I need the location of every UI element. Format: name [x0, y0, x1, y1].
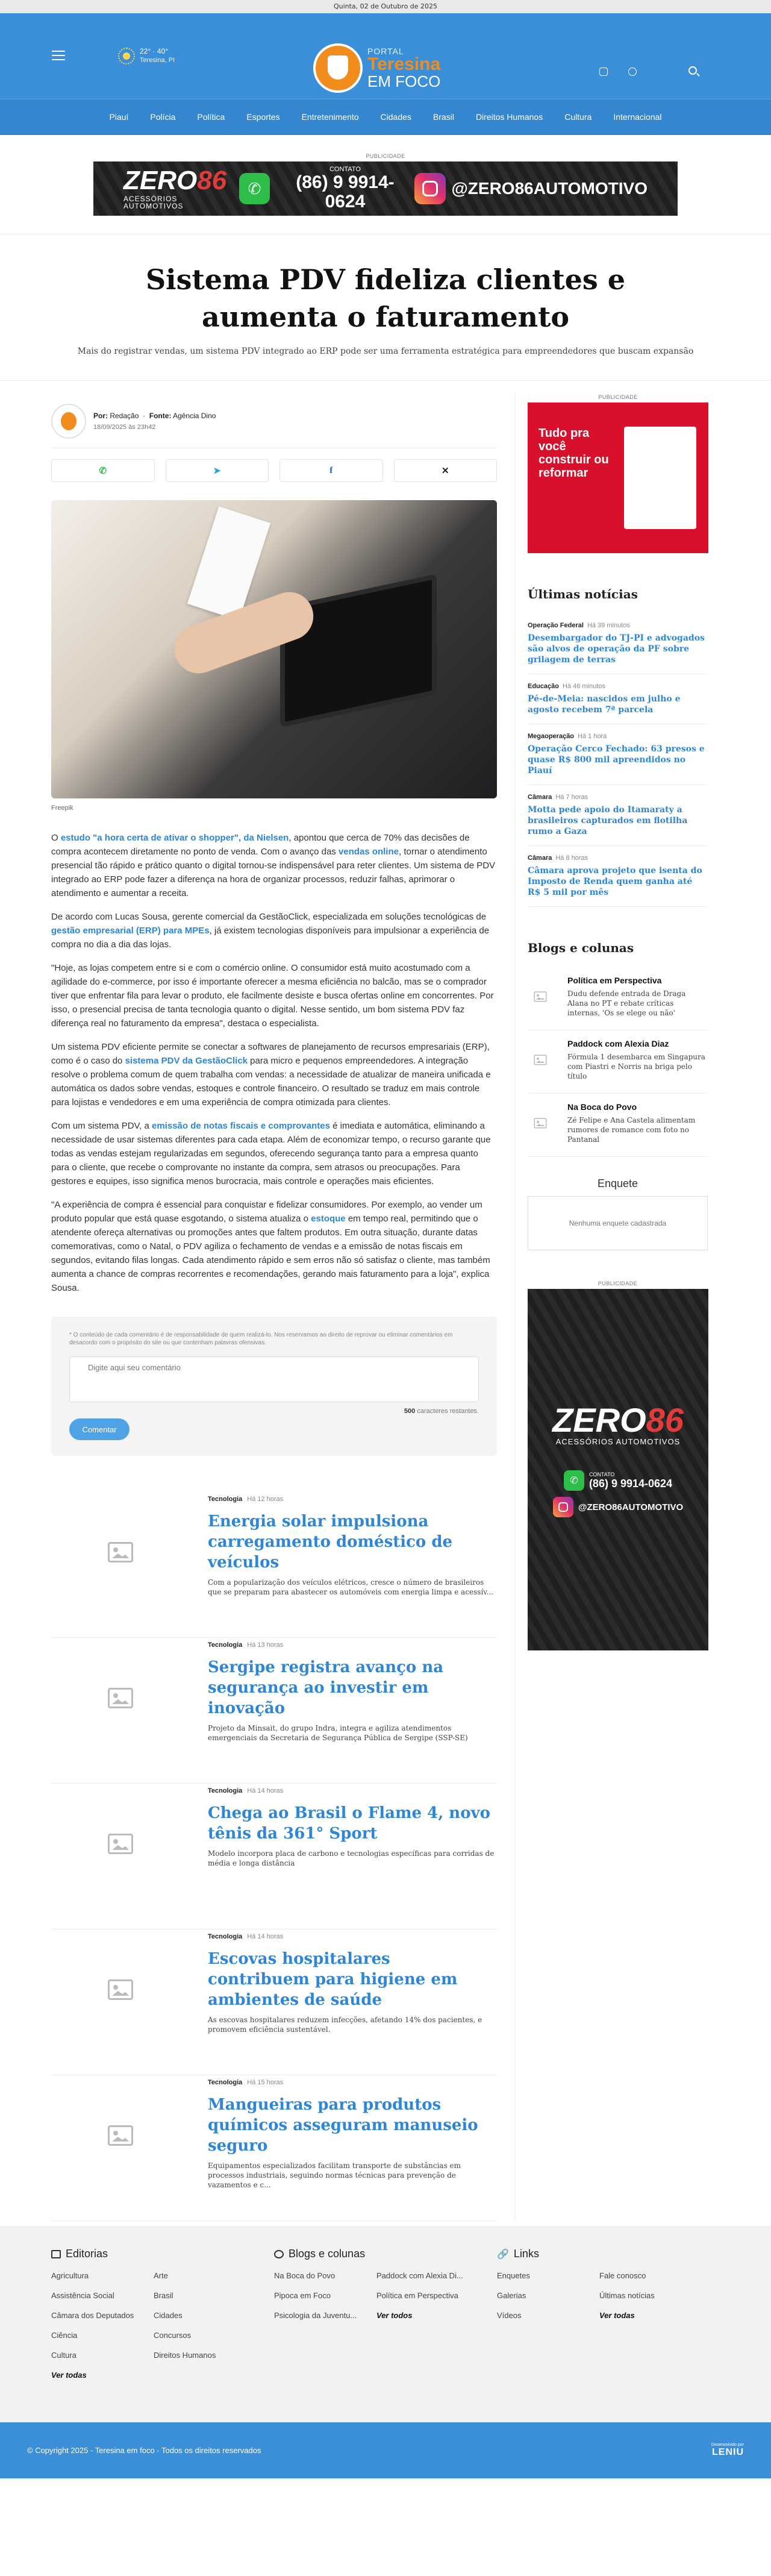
blogs-list	[528, 967, 708, 1157]
site-footer	[0, 2226, 771, 2478]
related-summary: Projeto da Minsait, do grupo Indra, integra e agiliza atendimentos emergenciais da Secretaria de Segurança Pública de Sergipe (SSP-SE)	[208, 1724, 468, 1742]
submit-comment-button[interactable]: Comentar	[69, 1418, 130, 1440]
footer-link[interactable]: Assistência Social	[51, 2291, 114, 2300]
share-bar	[51, 459, 497, 482]
sidebar-ad-banner[interactable]	[528, 403, 708, 553]
footer-link[interactable]: Galerias	[497, 2291, 526, 2300]
nav-item[interactable]: Piauí	[109, 112, 129, 122]
inline-link[interactable]: vendas online	[338, 847, 399, 857]
footer-link[interactable]: Arte	[154, 2271, 168, 2280]
blog-item[interactable]: Paddock com Alexia Diaz Fórmula 1 desembarca em Singapura com Piastri e Norris na briga pelo título	[528, 1030, 708, 1094]
copyright-bar	[0, 2422, 771, 2478]
logo-portal: PORTAL	[367, 46, 404, 56]
see-all-link[interactable]: Ver todos	[376, 2311, 413, 2320]
paragraph: Com um sistema PDV, a emissão de notas fiscais e comprovantes é imediata e automática, eliminando a necessidade de usar sistemas diferentes para cada etapa. Além de economizar tempo, o recurso garante que todas as vendas estejam regularizadas em segundos, oferecendo segurança tanto para a empresa quanto para o cliente, que recebe o comprovante no instante da compra, sem atrasos ou preocupações. Para gestores e equipes, isso significa menos burocracia, mais controle e operações mais eficientes.	[51, 1121, 491, 1186]
footer-link[interactable]: Fale conosco	[599, 2271, 646, 2280]
instagram-icon	[414, 173, 446, 204]
sidebar-ad-2-banner[interactable]: ZERO86 ACESSÓRIOS AUTOMOTIVOS ✆ CONTATO (86) 9 9914-0624 @ZERO86AUTOMOTIVO	[528, 1289, 708, 1650]
avatar	[51, 404, 86, 439]
instagram-icon	[553, 1497, 573, 1517]
footer-blogs-heading: Blogs e colunas	[289, 2248, 366, 2260]
related-title[interactable]: Chega ao Brasil o Flame 4, novo tênis da 361° Sport	[208, 1804, 490, 1843]
poll-empty: Nenhuma enquete cadastrada	[528, 1196, 708, 1250]
comment-notice: * O conteúdo de cada comentário é de responsabilidade de quem realizá-lo. Nos reservamos ao direito de reprovar ou eliminar comentários em desacordo com o propósito do site ou que contenham palavras ofensivas.	[69, 1332, 453, 1346]
inline-link[interactable]: sistema PDV da GestãoClick	[125, 1056, 248, 1066]
article-subtitle: Mais do registrar vendas, um sistema PDV integrado ao ERP pode ser uma ferramenta estratégica para empreendedores que buscam expansão	[77, 346, 694, 356]
related-title[interactable]: Escovas hospitalares contribuem para higiene em ambientes de saúde	[208, 1950, 458, 2009]
logo-mark	[313, 43, 363, 93]
footer-link[interactable]: Cultura	[51, 2351, 76, 2360]
image-placeholder-icon	[534, 992, 547, 1002]
image-placeholder-icon	[108, 1542, 133, 1562]
latest-news-list	[528, 613, 708, 907]
image-placeholder-icon	[108, 1834, 133, 1854]
ad-label: PUBLICIDADE	[366, 153, 405, 159]
article-image	[51, 500, 497, 798]
latest-item[interactable]: Educação Há 46 minutos Pé-de-Meia: nascidos em julho e agosto recebem 7ª parcela	[528, 674, 708, 724]
main-nav	[0, 99, 771, 135]
inline-link[interactable]: estoque	[311, 1214, 346, 1224]
footer-link[interactable]: Na Boca do Povo	[274, 2271, 336, 2280]
footer-link[interactable]: Direitos Humanos	[154, 2351, 216, 2360]
see-all-link[interactable]: Ver todas	[599, 2311, 635, 2320]
comment-input[interactable]	[69, 1356, 479, 1402]
nav-item[interactable]: Cidades	[380, 112, 411, 122]
ad-brand: ZERO86 ACESSÓRIOS AUTOMOTIVOS	[123, 166, 227, 210]
photo-credit: Freepik	[51, 804, 73, 812]
related-summary: Com a popularização dos veículos elétricos, cresce o número de brasileiros que se preparam para abastecer os automóveis com energia limpa e acessív...	[208, 1578, 494, 1596]
instagram-icon[interactable]	[599, 67, 608, 76]
latest-item[interactable]: Câmara Há 8 horas Câmara aprova projeto que isenta do Imposto de Renda quem ganha até R$ 5 mil por mês	[528, 846, 708, 907]
related-item[interactable]: Tecnologia Há 15 horas Mangueiras para produtos químicos asseguram manuseio seguro Equipamentos especializados facilitam transporte de substâncias em processos industriais, seguindo normas técnicas para prevenção de vazamentos e c...	[51, 2075, 497, 2221]
footer-links-heading: Links	[513, 2248, 539, 2260]
footer-link[interactable]: Paddock com Alexia Di...	[376, 2271, 463, 2280]
related-summary: As escovas hospitalares reduzem infecções, afetando 14% dos pacientes, e promovem eficiência sustentável.	[208, 2016, 482, 2034]
nav-item[interactable]: Brasil	[432, 112, 454, 122]
telegram-icon: ➤	[213, 466, 221, 476]
image-placeholder-icon	[534, 1118, 547, 1129]
sidebar	[515, 394, 708, 2221]
nav-item[interactable]: Direitos Humanos	[475, 112, 543, 122]
site-logo[interactable]	[313, 43, 440, 93]
inline-link[interactable]: gestão empresarial (ERP) para MPEs	[51, 926, 210, 936]
whatsapp-icon: ✆	[99, 466, 107, 476]
blog-item[interactable]: Política em Perspectiva Dudu defende entrada de Draga Alana no PT e rebate críticas internas, 'Os se elege ou não'	[528, 967, 708, 1030]
logo-foco: EM FOCO	[367, 72, 441, 90]
byline: Por: Redação · Fonte: Agência Dino 18/09/2025 às 23h42	[51, 394, 497, 448]
paragraph: "Hoje, as lojas competem entre si e com o comércio online. O consumidor está muito acostumado com a agilidade do e-commerce, por isso é importante oferecer a mesma eficiência no balcão, mas se o comprador tiver que enfrentar fila para levar o produto, ele facilmente desiste e busca ofertas online em concorrentes. Por isso, o presencial precisa de tanta tecnologia quanto o digital. Nesse sentido, um bom sistema PDV faz diferença real no faturamento da empresa", destaca o especialista.	[51, 963, 494, 1029]
related-item[interactable]: Tecnologia Há 12 horas Energia solar impulsiona carregamento doméstico de veículos Com a popularização dos veículos elétricos, cresce o número de brasileiros que se preparam para abastecer os automóveis com energia limpa e acessív...	[51, 1492, 497, 1638]
sidebar-ad-2: PUBLICIDADE ZERO86 ACESSÓRIOS AUTOMOTIVOS ✆ CONTATO (86) 9 9914-0624 @ZERO86AUTOMOTIVO	[528, 1280, 708, 1650]
footer-link[interactable]: Cidades	[154, 2311, 183, 2320]
whatsapp-icon: ✆	[564, 1470, 584, 1491]
footer-link[interactable]: Vídeos	[497, 2311, 522, 2320]
article-title: Sistema PDV fideliza clientes e aumenta o faturamento	[145, 263, 626, 333]
search-icon[interactable]	[688, 66, 697, 75]
paragraph: "A experiência de compra é essencial para conquistar e fidelizar consumidores. Por exemplo, ao vender um produto popular que está quase esgotando, o sistema atualiza o estoque em tempo real, permitindo que o atendente ofereça alternativas ou promoções antes que faltem produtos. Em outra situação, durante datas comemorativas, como o Natal, o PDV agiliza o fechamento de vendas e a emissão de notas fiscais em segundos, evitando filas longas. Cada atendimento rápido e sem erros não só satisfaz o cliente, mas também aumenta a chance de compras recorrentes e recomendações, gerando mais faturamento para a loja", explica Sousa.	[51, 1200, 490, 1293]
related-item[interactable]: Tecnologia Há 13 horas Sergipe registra avanço na segurança ao investir em inovação Projeto da Minsait, do grupo Indra, integra e agiliza atendimentos emergenciais da Secretaria de Segurança Pública de Sergipe (SSP-SE)	[51, 1638, 497, 1784]
site-header	[0, 13, 771, 99]
article-date: 18/09/2025 às 23h42	[93, 423, 156, 431]
whatsapp-icon[interactable]	[628, 67, 637, 76]
date-bar: Quinta, 02 de Outubro de 2025	[0, 0, 771, 13]
copyright-text: © Copyright 2025 - Teresina em foco - Todos os direitos reservados	[27, 2446, 261, 2455]
poll-heading: Enquete	[597, 1177, 638, 1189]
nav-item[interactable]: Cultura	[564, 112, 592, 122]
paragraph: O estudo "a hora certa de ativar o shopper", da Nielsen, apontou que cerca de 70% das decisões de compra acontecem diretamente no ponto de venda. Com o avanço das vendas online, tornar o atendimento presencial tão rápido e prático quanto o digital tornou-se indispensável para reter clientes. Um sistema de PDV integrado ao ERP pode fazer a diferença na hora de organizar processos, reduzir falhas, aprimorar o atendimento e aumentar a receita.	[51, 833, 496, 898]
footer-link[interactable]: Pipoca em Foco	[274, 2291, 331, 2300]
latest-news-heading: Últimas notícias	[528, 587, 638, 601]
related-title[interactable]: Sergipe registra avanço na segurança ao investir em inovação	[208, 1658, 444, 1717]
related-news	[51, 1492, 497, 2221]
footer-editorias-heading: Editorias	[66, 2248, 108, 2260]
image-placeholder-icon	[108, 1688, 133, 1708]
share-whatsapp-button[interactable]	[51, 459, 155, 482]
see-all-link[interactable]: Ver todas	[51, 2371, 87, 2380]
related-title[interactable]: Energia solar impulsiona carregamento doméstico de veículos	[208, 1512, 453, 1572]
char-count: 500	[404, 1408, 416, 1415]
ad-instagram: @ZERO86AUTOMOTIVO	[451, 179, 648, 198]
nav-item[interactable]: Internacional	[613, 112, 662, 122]
image-placeholder-icon	[534, 1055, 547, 1065]
temp-min: 22	[140, 47, 148, 55]
whatsapp-icon: ✆	[239, 173, 270, 204]
latest-item[interactable]: Megaoperação Há 1 hora Operação Cerco Fechado: 63 presos e quase R$ 800 mil apreendidos no Piauí	[528, 724, 708, 785]
footer-link[interactable]: Agricultura	[51, 2271, 89, 2280]
sidebar-ad-text: Tudo pra você construir ou reformar	[538, 427, 609, 480]
sun-icon	[118, 48, 135, 64]
ad-phone: (86) 9 9914-0624	[296, 172, 395, 212]
footer-link[interactable]: Ciência	[51, 2331, 78, 2340]
weather-widget: 22° · 40° Teresina, PI	[118, 47, 175, 65]
author: Redação	[110, 411, 139, 420]
latest-item[interactable]: Operação Federal Há 39 minutos Desembargador do TJ-PI e advogados são alvos de operação da PF sobre grilagem de terras	[528, 613, 708, 674]
article-body	[51, 831, 497, 1295]
globe-icon	[274, 2250, 284, 2258]
weather-city: Teresina, PI	[140, 57, 175, 64]
paragraph: Um sistema PDV eficiente permite se conectar a softwares de planejamento de recursos empresariais (ERP), como é o caso do sistema PDV da GestãoClick para micro e pequenos empreendedores. A integração resolve o problema comum de quem trabalha com vendas: a necessidade de atualizar de maneira unificada e automática os dados sobre vendas, estoques e controle financeiro. O resultado se traduz em mais controle para lojistas e vendedores e em uma experiência de compra otimizada para clientes.	[51, 1042, 491, 1108]
facebook-icon: f	[329, 465, 333, 475]
image-placeholder-icon	[108, 2125, 133, 2146]
developer-logo[interactable]: Desenvolvido por LENIU	[711, 2443, 744, 2457]
inline-link[interactable]: emissão de notas fiscais e comprovantes	[152, 1121, 330, 1131]
related-summary: Modelo incorpora placa de carbono e tecnologias específicas para corridas de média e longa distância	[208, 1849, 495, 1867]
related-title[interactable]: Mangueiras para produtos químicos asseguram manuseio seguro	[208, 2096, 478, 2155]
footer-link[interactable]: Política em Perspectiva	[376, 2291, 458, 2300]
nav-item[interactable]: Entretenimento	[301, 112, 359, 122]
share-x-button[interactable]	[394, 459, 498, 482]
related-summary: Equipamentos especializados facilitam transporte de substâncias em processos industriais, seguindo normas técnicas para prevenção de vazamentos e c...	[208, 2161, 461, 2189]
ad-contact-label: CONTATO	[329, 166, 361, 173]
related-item[interactable]: Tecnologia Há 14 horas Chega ao Brasil o Flame 4, novo tênis da 361° Sport Modelo incorpora placa de carbono e tecnologias específicas para corridas de média e longa distância	[51, 1784, 497, 1929]
footer-link[interactable]: Concursos	[154, 2331, 192, 2340]
comment-form: * O conteúdo de cada comentário é de responsabilidade de quem realizá-lo. Nos reservamos ao direito de reprovar ou eliminar comentários em desacordo com o propósito do site ou que contenham palavras ofensivas. Digite aqui seu comentário 500 caracteres restantes. Comentar	[51, 1317, 497, 1456]
sidebar-ad: PUBLICIDADE Tudo pra você construir ou reformar	[528, 394, 708, 553]
top-ad	[0, 135, 771, 234]
source: Agência Dino	[173, 411, 216, 420]
share-telegram-button[interactable]	[166, 459, 269, 482]
article-header	[0, 234, 771, 381]
article-main	[51, 394, 497, 2221]
nav-item[interactable]: Esportes	[246, 112, 280, 122]
blogs-heading: Blogs e colunas	[528, 941, 634, 955]
footer-link[interactable]: Psicologia da Juventu...	[274, 2311, 357, 2320]
nav-item[interactable]: Política	[197, 112, 225, 122]
share-facebook-button[interactable]	[279, 459, 383, 482]
footer-link[interactable]: Últimas notícias	[599, 2291, 655, 2300]
footer-link[interactable]: Brasil	[154, 2291, 173, 2300]
footer-link[interactable]: Enquetes	[497, 2271, 530, 2280]
x-icon: ✕	[441, 466, 449, 476]
temp-max: 40	[157, 47, 166, 55]
link-icon: 🔗	[497, 2249, 509, 2260]
menu-icon[interactable]	[52, 51, 65, 60]
footer-link[interactable]: Câmara dos Deputados	[51, 2311, 134, 2320]
latest-item[interactable]: Câmara Há 7 horas Motta pede apoio do Itamaraty a brasileiros capturados em flotilha rumo a Gaza	[528, 785, 708, 846]
ad-banner[interactable]	[93, 161, 678, 216]
image-placeholder-icon	[108, 1979, 133, 2000]
paragraph: De acordo com Lucas Sousa, gerente comercial da GestãoClick, especializada em soluções tecnológicas de gestão empresarial (ERP) para MPEs, já existem tecnologias disponíveis para impulsionar a experiência de compra no dia a dia das lojas.	[51, 912, 490, 950]
inline-link[interactable]: estudo "a hora certa de ativar o shopper", da Nielsen	[60, 833, 289, 843]
nav-item[interactable]: Polícia	[150, 112, 176, 122]
related-item[interactable]: Tecnologia Há 14 horas Escovas hospitalares contribuem para higiene em ambientes de saúde As escovas hospitalares reduzem infecções, afetando 14% dos pacientes, e promovem eficiência sustentável.	[51, 1929, 497, 2075]
newspaper-icon	[51, 2250, 61, 2258]
blog-item[interactable]: Na Boca do Povo Zé Felipe e Ana Castela alimentam rumores de romance com foto no Pantanal	[528, 1094, 708, 1157]
logo-name: Teresina	[367, 54, 441, 74]
